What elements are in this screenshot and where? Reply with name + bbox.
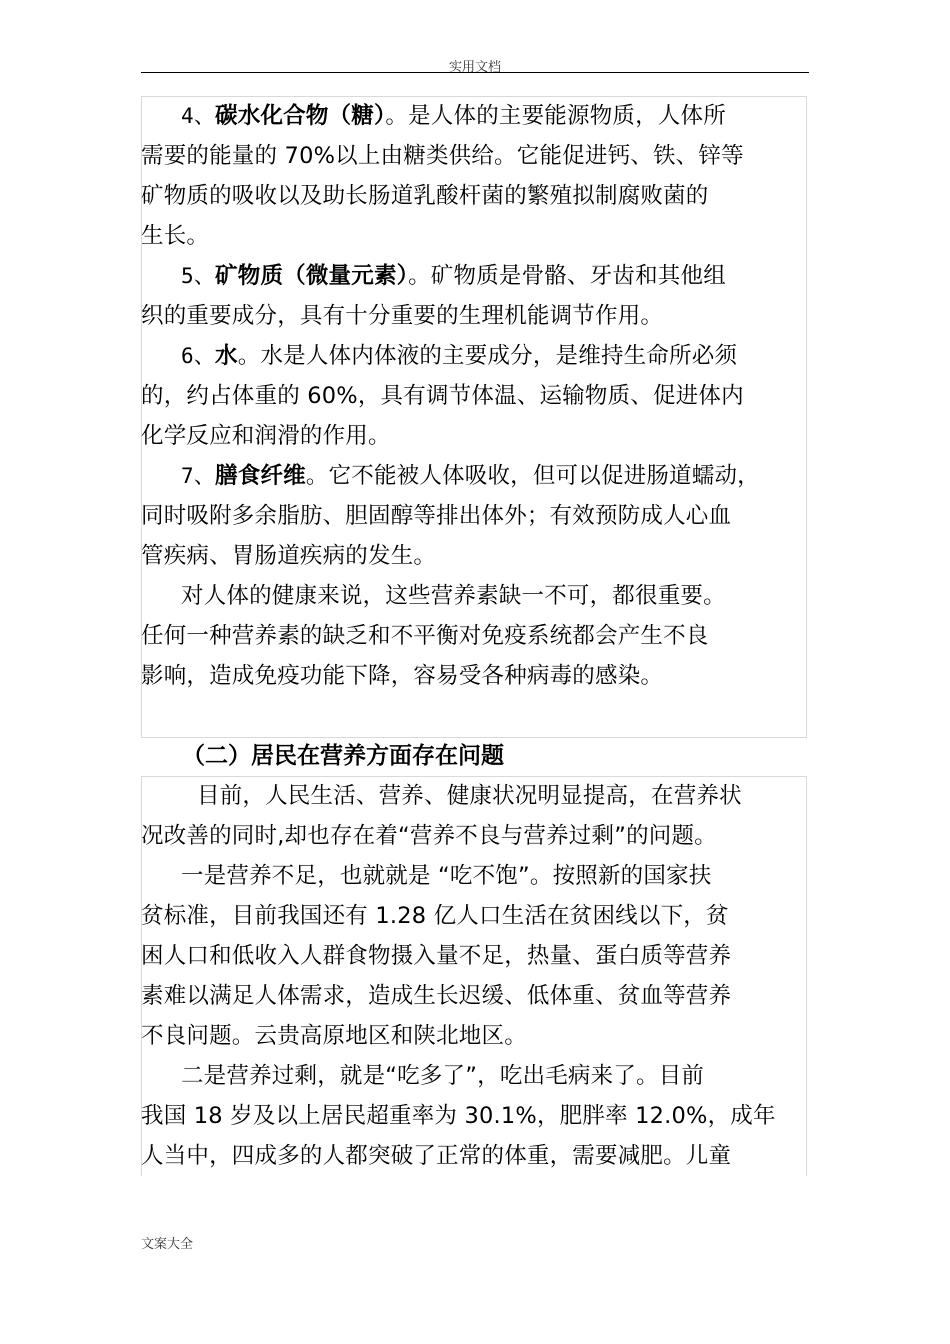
section-heading: （二）居民在营养方面存在问题	[182, 743, 504, 769]
item-7-line-3: 管疾病、胃肠道疾病的发生。	[141, 543, 437, 569]
page-header: 实用文档	[448, 60, 501, 75]
p1-line-5: 不良问题。云贵高原地区和陕北地区。	[141, 1023, 527, 1049]
p1-line-1: 一是营养不足，也就就是 “吃不饱”。按照新的国家扶	[181, 863, 712, 889]
page-footer: 文案大全	[141, 1237, 194, 1252]
summary-line-3: 影响，造成免疫功能下降，容易受各种病毒的感染。	[141, 663, 664, 689]
item-4-line-2: 需要的能量的 70%以上由糖类供给。它能促进钙、铁、锌等	[141, 143, 744, 169]
item-4-line-4: 生长。	[141, 223, 210, 249]
p1-line-3: 困人口和低收入人群食物摄入量不足，热量、蛋白质等营养	[141, 943, 732, 969]
item-4-title: 碳水化合物（糖）	[215, 103, 386, 129]
item-4-line-3: 矿物质的吸收以及助长肠道乳酸杆菌的繁殖拟制腐败菌的	[141, 183, 709, 209]
item-7-title: 膳食纤维	[215, 463, 306, 489]
summary-line-2: 任何一种营养素的缺乏和不平衡对免疫系统都会产生不良	[141, 623, 709, 649]
item-4-paragraph	[141, 96, 811, 256]
summary-line-1: 对人体的健康来说，这些营养素缺一不可，都很重要。	[181, 583, 726, 609]
p1-line-2: 贫标准，目前我国还有 1.28 亿人口生活在贫困线以下，贫	[141, 903, 729, 929]
item-6-title: 水	[215, 343, 238, 369]
item-5-line-2: 织的重要成分，具有十分重要的生理机能调节作用。	[141, 303, 664, 329]
item-7-paragraph	[141, 456, 811, 576]
item-7-number: 7、	[181, 464, 216, 488]
item-5-line-1: 。矿物质是骨骼、牙齿和其他组	[408, 263, 726, 289]
p1-line-4: 素难以满足人体需求，造成生长迟缓、低体重、贫血等营养	[141, 983, 732, 1009]
item-5-number: 5、	[181, 264, 216, 288]
header-rule	[141, 72, 809, 73]
undernutrition-paragraph	[141, 856, 811, 1056]
item-6-line-3: 化学反应和润滑的作用。	[141, 423, 391, 449]
p2-line-1: 二是营养过剩，就是“吃多了”，吃出毛病来了。目前	[181, 1063, 705, 1089]
item-6-paragraph	[141, 336, 811, 456]
item-4-number: 4、	[181, 104, 216, 128]
item-7-line-1: 。它不能被人体吸收，但可以促进肠道蠕动，	[305, 463, 760, 489]
item-5-title: 矿物质（微量元素）	[215, 263, 409, 289]
summary-paragraph	[141, 576, 811, 696]
overnutrition-paragraph	[141, 1056, 811, 1176]
intro-line-2: 况改善的同时,却也存在着“营养不良与营养过剩”的问题。	[141, 823, 717, 849]
item-6-number: 6、	[181, 344, 216, 368]
item-5-paragraph	[141, 256, 811, 336]
item-4-line-1: 。是人体的主要能源物质，人体所	[385, 103, 726, 129]
p2-line-3: 人当中，四成多的人都突破了正常的体重，需要减肥。儿童	[141, 1143, 732, 1169]
item-6-line-2: 的，约占体重的 60%，具有调节体温、运输物质、促进体内	[141, 383, 744, 409]
p2-line-2: 我国 18 岁及以上居民超重率为 30.1%，肥胖率 12.0%，成年	[141, 1103, 776, 1129]
item-7-line-2: 同时吸附多余脂肪、胆固醇等排出体外；有效预防成人心血	[141, 503, 732, 529]
intro-line-1: 目前，人民生活、营养、健康状况明显提高，在营养状	[197, 783, 742, 809]
item-6-line-1: 。水是人体内体液的主要成分，是维持生命所必须	[237, 343, 738, 369]
intro-paragraph	[141, 776, 811, 856]
